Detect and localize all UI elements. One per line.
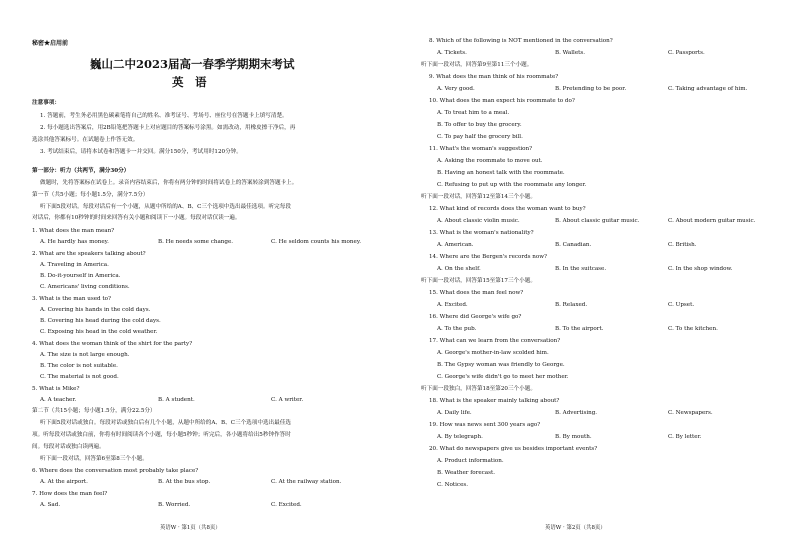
option-13b[interactable]: B. Canadian. — [555, 242, 592, 248]
option-3b[interactable]: B. Covering his head during the cold days. — [40, 318, 161, 324]
option-11c[interactable]: C. Refusing to put up with the roommate any longer. — [437, 182, 587, 188]
option-6a[interactable]: A. At the airport. — [40, 479, 88, 485]
option-12b[interactable]: B. About classic guitar music. — [555, 218, 640, 224]
option-16a[interactable]: A. To the pub. — [437, 326, 477, 332]
option-19c[interactable]: C. By letter. — [668, 434, 702, 440]
note-line: 选涂其他答案标号。在试题卷上作答无效。 — [32, 137, 139, 143]
dialog-instructions: 听下面一段对话，回答第9至第11三个小题。 — [421, 62, 533, 68]
notes-heading: 注意事项： — [32, 100, 60, 106]
option-2c[interactable]: C. Americans' living conditions. — [40, 284, 130, 290]
question-1: 1. What does the man mean? — [32, 228, 115, 234]
exam-title: 巍山二中2023届高一春季学期期末考试 — [90, 57, 295, 71]
dialog-instructions: 听下面一段独白，回答第18至第20三个小题。 — [421, 386, 536, 392]
dialog-instructions: 听下面一段对话，回答第12至第14三个小题。 — [421, 194, 536, 200]
page-1 — [0, 0, 380, 544]
option-14c[interactable]: C. In the shop window. — [668, 266, 733, 272]
question-6: 6. Where does the conversation most probably take place? — [32, 468, 199, 474]
option-7c[interactable]: C. Excited. — [271, 502, 302, 508]
option-2b[interactable]: B. Do-it-yourself in America. — [40, 273, 121, 279]
option-7a[interactable]: A. Sad. — [40, 502, 61, 508]
option-11a[interactable]: A. Asking the roommate to move out. — [437, 158, 543, 164]
option-14b[interactable]: B. In the suitcase. — [555, 266, 607, 272]
secret-tag: 秘密★启用前 — [32, 40, 69, 47]
note-line: 2. 每小题选出答案后，用2B铅笔把答题卡上对应题目的答案标号涂黑。如需改动，用橡皮擦干净后，再 — [40, 125, 296, 131]
section2-instructions: 项。听每段对话或独白前，你将有时间阅读各个小题，每小题5秒钟；听完后，各小题将给出5秒钟作答时 — [32, 432, 291, 438]
option-12a[interactable]: A. About classic violin music. — [437, 218, 520, 224]
option-4b[interactable]: B. The color is not suitable. — [40, 363, 118, 369]
option-16b[interactable]: B. To the airport. — [555, 326, 604, 332]
question-3: 3. What is the man used to? — [32, 296, 111, 302]
option-8c[interactable]: C. Passports. — [668, 50, 705, 56]
option-11b[interactable]: B. Having an honest talk with the roommate. — [437, 170, 565, 176]
option-13c[interactable]: C. British. — [668, 242, 697, 248]
option-5c[interactable]: C. A writer. — [271, 397, 304, 403]
question-11: 11. What's the woman's suggestion? — [429, 146, 533, 152]
question-5: 5. What is Mike? — [32, 386, 80, 392]
question-7: 7. How does the man feel? — [32, 491, 108, 497]
option-18a[interactable]: A. Daily life. — [437, 410, 472, 416]
option-7b[interactable]: B. Worried. — [158, 502, 191, 508]
section2-instructions: 听下面5段对话或独白。每段对话或独白后有几个小题，从题中所给的A、B、C三个选项中选出最佳选 — [40, 420, 291, 426]
exam-subject: 英 语 — [172, 75, 207, 89]
option-15a[interactable]: A. Excited. — [437, 302, 468, 308]
option-18b[interactable]: B. Advertising. — [555, 410, 598, 416]
option-17a[interactable]: A. George's mother-in-law scolded him. — [437, 350, 549, 356]
option-9c[interactable]: C. Taking advantage of him. — [668, 86, 748, 92]
option-6c[interactable]: C. At the railway station. — [271, 479, 342, 485]
option-20a[interactable]: A. Product information. — [437, 458, 504, 464]
option-1b[interactable]: B. He needs some change. — [158, 239, 234, 245]
option-16c[interactable]: C. To the kitchen. — [668, 326, 718, 332]
dialog-instructions: 听下面一段对话，回答第6至第8三个小题。 — [40, 456, 148, 462]
question-15: 15. What does the man feel now? — [429, 290, 524, 296]
option-18c[interactable]: C. Newspapers. — [668, 410, 713, 416]
question-19: 19. How was news sent 300 years ago? — [429, 422, 541, 428]
page-footer: 英语W · 第2页（共8页） — [545, 525, 606, 531]
option-13a[interactable]: A. American. — [437, 242, 474, 248]
part1-heading: 第一部分：听力（共两节，满分30分） — [32, 168, 130, 174]
section1-heading: 第一节（共5小题；每小题1.5分，满分7.5分） — [32, 192, 149, 198]
option-14a[interactable]: A. On the shelf. — [437, 266, 481, 272]
option-5b[interactable]: B. A student. — [158, 397, 195, 403]
option-20c[interactable]: C. Notices. — [437, 482, 469, 488]
option-4a[interactable]: A. The size is not large enough. — [40, 352, 130, 358]
question-2: 2. What are the speakers talking about? — [32, 251, 146, 257]
section1-instructions: 对话后，你都有10秒钟的时间来回答有关小题和阅读下一小题。每段对话仅读一遍。 — [32, 215, 241, 221]
option-15c[interactable]: C. Upset. — [668, 302, 695, 308]
option-17b[interactable]: B. The Gypsy woman was friendly to George. — [437, 362, 565, 368]
section2-instructions: 间。每段对话或独白读两遍。 — [32, 444, 105, 450]
option-3c[interactable]: C. Exposing his head in the cold weather. — [40, 329, 158, 335]
part1-instructions: 做题时，先将答案标在试卷上。录音内容结束后，你将有两分钟的时间将试卷上的答案转涂到答题卡上。 — [40, 180, 298, 186]
option-5a[interactable]: A. A teacher. — [40, 397, 77, 403]
question-8: 8. Which of the following is NOT mentioned in the conversation? — [429, 38, 613, 44]
question-12: 12. What kind of records does the woman want to buy? — [429, 206, 586, 212]
option-17c[interactable]: C. George's wife didn't go to meet her mother. — [437, 374, 569, 380]
option-8b[interactable]: B. Wallets. — [555, 50, 586, 56]
option-19a[interactable]: A. By telegraph. — [437, 434, 483, 440]
option-4c[interactable]: C. The material is not good. — [40, 374, 119, 380]
option-8a[interactable]: A. Tickets. — [437, 50, 467, 56]
page-2 — [397, 0, 777, 544]
option-20b[interactable]: B. Weather forecast. — [437, 470, 496, 476]
option-2a[interactable]: A. Traveling in America. — [40, 262, 109, 268]
option-9a[interactable]: A. Very good. — [437, 86, 475, 92]
question-13: 13. What is the woman's nationality? — [429, 230, 534, 236]
option-6b[interactable]: B. At the bus stop. — [158, 479, 211, 485]
option-3a[interactable]: A. Covering his hands in the cold days. — [40, 307, 151, 313]
option-10c[interactable]: C. To pay half the grocery bill. — [437, 134, 523, 140]
question-16: 16. Where did George's wife go? — [429, 314, 522, 320]
option-10a[interactable]: A. To treat him to a meal. — [437, 110, 510, 116]
question-10: 10. What does the man expect his roommate to do? — [429, 98, 575, 104]
section1-instructions: 听下面5段对话。每段对话后有一个小题，从题中所给的A、B、C三个选项中选出最佳选项。听完每段 — [40, 204, 291, 210]
option-10b[interactable]: B. To offer to buy the grocery. — [437, 122, 522, 128]
option-19b[interactable]: B. By mouth. — [555, 434, 592, 440]
option-15b[interactable]: B. Relaxed. — [555, 302, 588, 308]
section2-heading: 第二节（共15小题；每小题1.5分，满分22.5分） — [32, 408, 156, 414]
question-4: 4. What does the woman think of the shirt for the party? — [32, 341, 193, 347]
question-20: 20. What do newspapers give us besides important events? — [429, 446, 598, 452]
question-17: 17. What can we learn from the conversation? — [429, 338, 561, 344]
page-footer: 英语W · 第1页（共8页） — [160, 525, 221, 531]
option-9b[interactable]: B. Pretending to be poor. — [555, 86, 627, 92]
option-1c[interactable]: C. He seldom counts his money. — [271, 239, 362, 245]
question-9: 9. What does the man think of his roommate? — [429, 74, 559, 80]
question-14: 14. Where are the Bergen's records now? — [429, 254, 548, 260]
option-1a[interactable]: A. He hardly has money. — [40, 239, 109, 245]
question-18: 18. What is the speaker mainly talking about? — [429, 398, 560, 404]
dialog-instructions: 听下面一段对话，回答第15至第17三个小题。 — [421, 278, 536, 284]
note-line: 1. 答题前，考生务必用黑色碳素笔将自己的姓名、准考证号、考场号、座位号在答题卡上填写清楚。 — [40, 113, 288, 119]
note-line: 3. 考试结束后，请将本试卷和答题卡一并交回。满分150分，考试用时120分钟。 — [40, 149, 242, 155]
option-12c[interactable]: C. About modern guitar music. — [668, 218, 756, 224]
